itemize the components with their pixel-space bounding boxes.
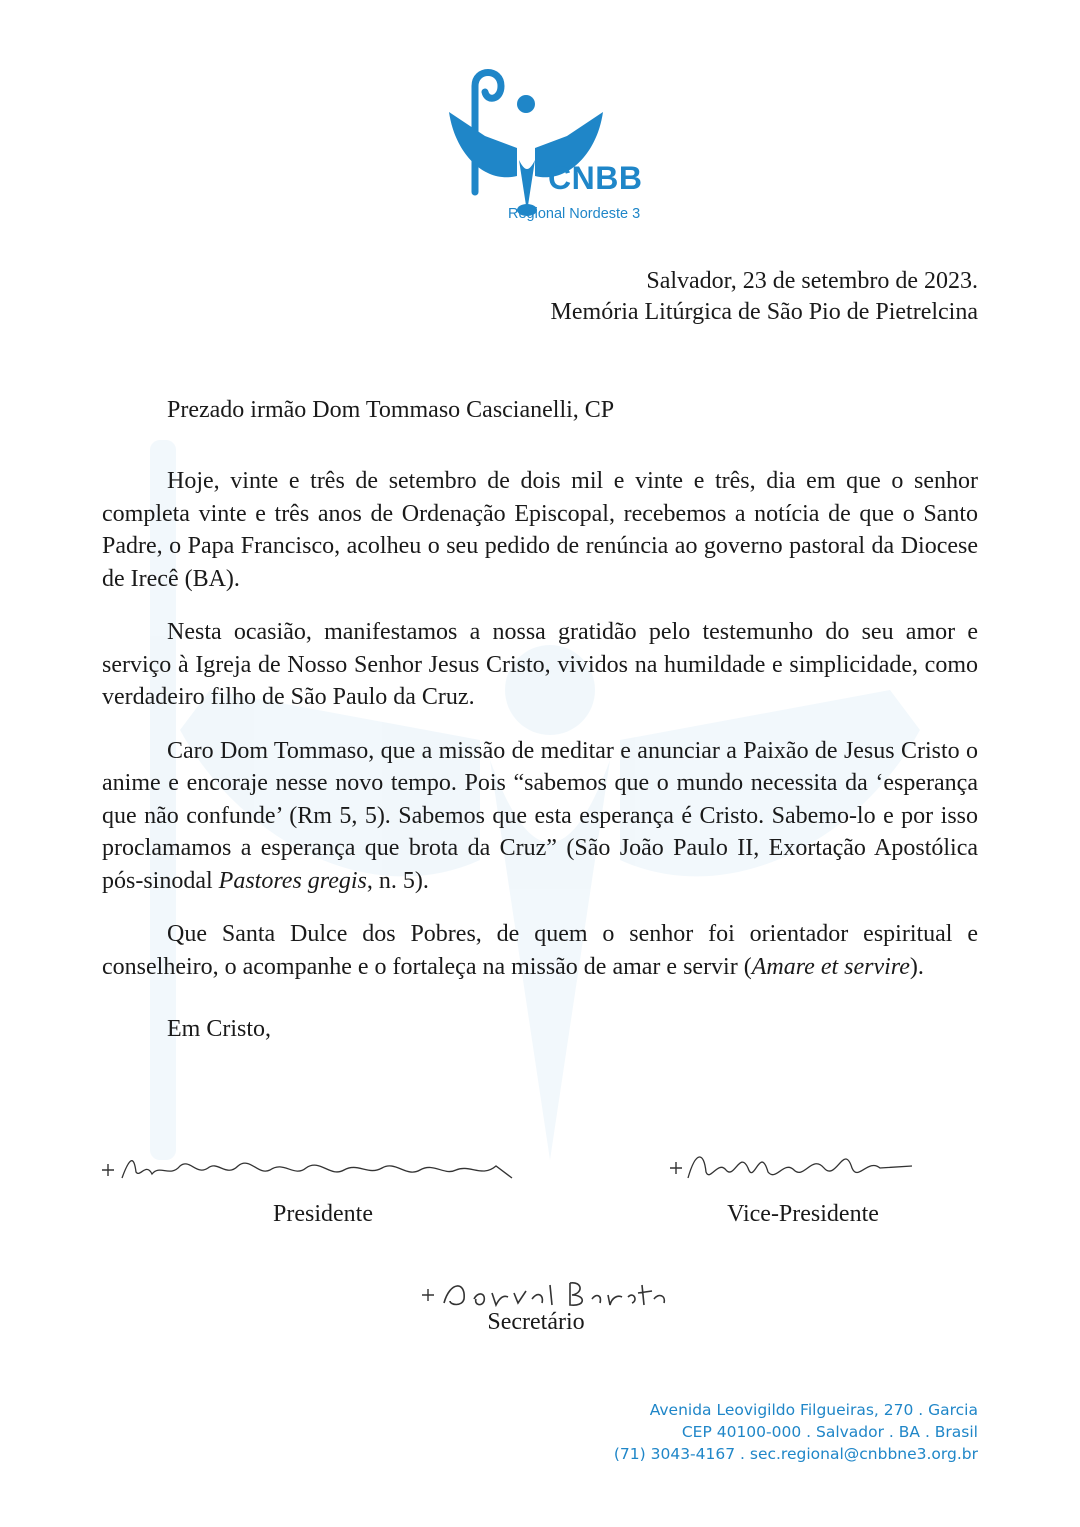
liturgical-memorial: Memória Litúrgica de São Pio de Pietrelcina (550, 299, 978, 325)
vice-president-signature (668, 1138, 918, 1198)
president-signature-scribble-icon (100, 1148, 520, 1188)
logo-wordmark: CNBB (548, 160, 643, 196)
president-role: Presidente (273, 1201, 373, 1227)
paragraph-1: Hoje, vinte e três de setembro de dois mil e vinte e três, dia em que o senhor completa vinte e três anos de Ordenação Episcopal, recebemos a notícia de que o Santo Padre, o Papa Francisco, acolheu o seu pedido de renúncia ao governo pastoral da Diocese de Irecê (BA). (102, 468, 978, 592)
letter-body (102, 465, 978, 1067)
vice-president-role: Vice-Presidente (727, 1201, 879, 1227)
footer-address: Avenida Leovigildo Filgueiras, 270 . Garcia (649, 1401, 978, 1419)
paragraph-2: Nesta ocasião, manifestamos a nossa gratidão pelo testemunho do seu amor e serviço à Igreja de Nosso Senhor Jesus Cristo, vividos na humildade e simplicidade, como verdadeiro filho de São Paulo da Cruz. (102, 619, 978, 710)
paragraph-4 (102, 918, 978, 983)
paragraph-4-text: Que Santa Dulce dos Pobres, de quem o senhor foi orientador espiritual e conselheiro, o acompanhe e o fortaleça na missão de amar e servir ( (102, 921, 978, 980)
president-signature (100, 1148, 520, 1188)
greeting: Prezado irmão Dom Tommaso Cascianelli, CP (167, 397, 615, 423)
paragraph-4-italic: Amare et servire (751, 953, 910, 980)
secretary-role: Secretário (487, 1309, 585, 1335)
logo-subtitle: Regional Nordeste 3 (508, 206, 641, 222)
paragraph-4-end: ). (909, 953, 924, 980)
footer-phone-email: (71) 3043-4167 . sec.regional@cnbbne3.org.br (613, 1445, 978, 1463)
paragraph-3-end: , n. 5). (366, 867, 429, 894)
closing: Em Cristo, (167, 1016, 272, 1042)
paragraph-3-italic: Pastores gregis (218, 867, 367, 894)
vice-president-signature-scribble-icon (668, 1138, 918, 1198)
footer-cep: CEP 40100-000 . Salvador . BA . Brasil (681, 1423, 978, 1441)
cnbb-logo-icon (443, 64, 643, 229)
footer-contact (614, 1399, 978, 1465)
paragraph-3-text: Caro Dom Tommaso, que a missão de meditar e anunciar a Paixão de Jesus Cristo o anime e encoraje nesse novo tempo. Pois “sabemos que o mundo necessita da ‘esperança que não confunde’ (Rm 5, 5). Sabemos que esta esperança é Cristo. Sabemo-lo e por isso proclamamos a esperança que brota da Cruz” (São João Paulo II, Exortação Apostólica pós-sinodal (102, 737, 978, 894)
paragraph-3 (102, 735, 978, 898)
place-date: Salvador, 23 de setembro de 2023. (646, 268, 978, 294)
dateline (551, 266, 978, 328)
